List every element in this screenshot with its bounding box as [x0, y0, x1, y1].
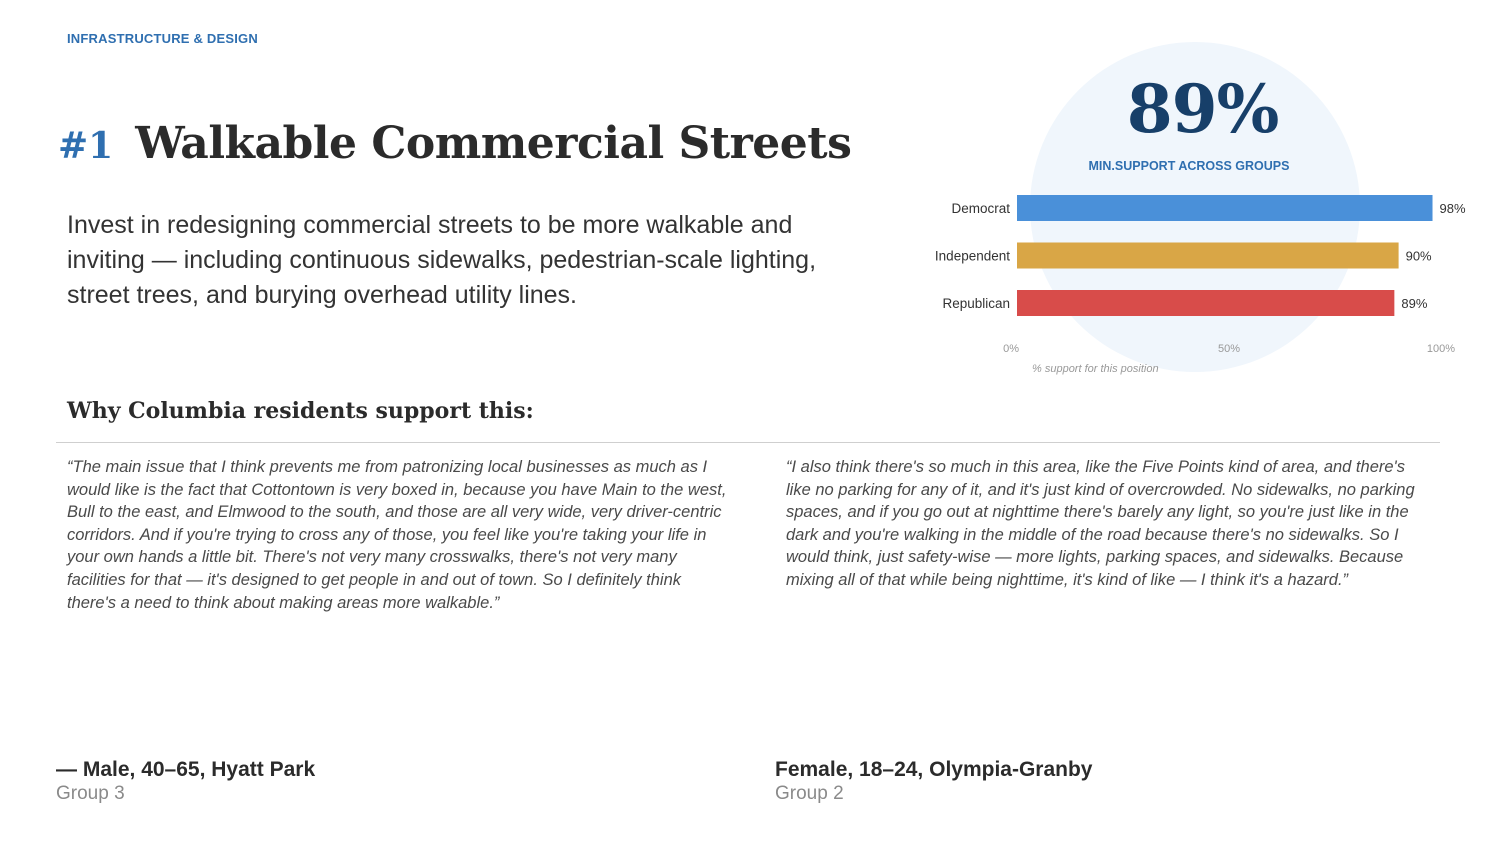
section-eyebrow: INFRASTRUCTURE & DESIGN	[67, 31, 258, 46]
x-tick-label: 50%	[1217, 343, 1241, 355]
support-bar-chart	[910, 185, 1470, 385]
section-divider	[56, 442, 1440, 443]
bar-democrat	[1017, 195, 1433, 221]
quote-1-group: Group 3	[56, 783, 125, 804]
x-tick-label: 0%	[1003, 343, 1019, 355]
quote-2-text: “I also think there's so much in this area, like the Five Points kind of area, and there's like no parking for any of it, and it's just kind of overcrowded. No sidewalks, no parking spaces, and if you go out at nighttime there's barely any light, so you're just like in the dark and you're walking in the middle of the road because there's no sidewalks. So I would think, just safety-wise — more lights, parking spaces, and sidewalks. Because mixing all of that while being nighttime, it's kind of like — I think it's a hazard.”	[786, 458, 1415, 589]
rank-number: #1	[58, 125, 114, 167]
bar-independent	[1017, 243, 1399, 269]
bar-value-independent: 90%	[1405, 248, 1432, 264]
x-tick-label: 100%	[1426, 343, 1456, 355]
title-row	[58, 118, 851, 169]
bar-value-democrat: 98%	[1439, 201, 1466, 216]
why-heading: Why Columbia residents support this:	[67, 398, 534, 424]
summary-value: 89%	[1126, 70, 1279, 148]
quote-1-attribution: — Male, 40–65, Hyatt Park	[56, 758, 316, 781]
bar-label-independent: Independent	[934, 248, 1010, 264]
quote-2-attribution: Female, 18–24, Olympia-Granby	[775, 758, 1093, 781]
bar-label-democrat: Democrat	[951, 201, 1010, 216]
bar-value-republican: 89%	[1401, 296, 1428, 311]
quote-1-text: “The main issue that I think prevents me from patronizing local businesses as much as I would like is the fact that Cottontown is very boxed in, because you have Main to the west, Bull to the east, and Elmwood to the south, and those are all very wide, very driver-centric corridors. And if you're trying to cross any of those, you feel like you're taking your life in your own hands a little bit. There's not very many crosswalks, there's not very many facilities for that — it's designed to get people in and out of town. So I definitely think there's a need to think about making areas more walkable.”	[67, 458, 727, 612]
position-description: Invest in redesigning commercial streets to be more walkable and inviting — including continuous sidewalks, pedestrian-scale lighting, street trees, and burying overhead utility lines.	[67, 211, 817, 309]
page-title: Walkable Commercial Streets	[135, 118, 852, 169]
x-axis-label: % support for this position	[1032, 363, 1159, 375]
quote-2-group: Group 2	[775, 783, 844, 804]
bar-label-republican: Republican	[942, 296, 1010, 311]
summary-label: MIN.SUPPORT ACROSS GROUPS	[1088, 159, 1290, 173]
bar-republican	[1017, 290, 1394, 316]
